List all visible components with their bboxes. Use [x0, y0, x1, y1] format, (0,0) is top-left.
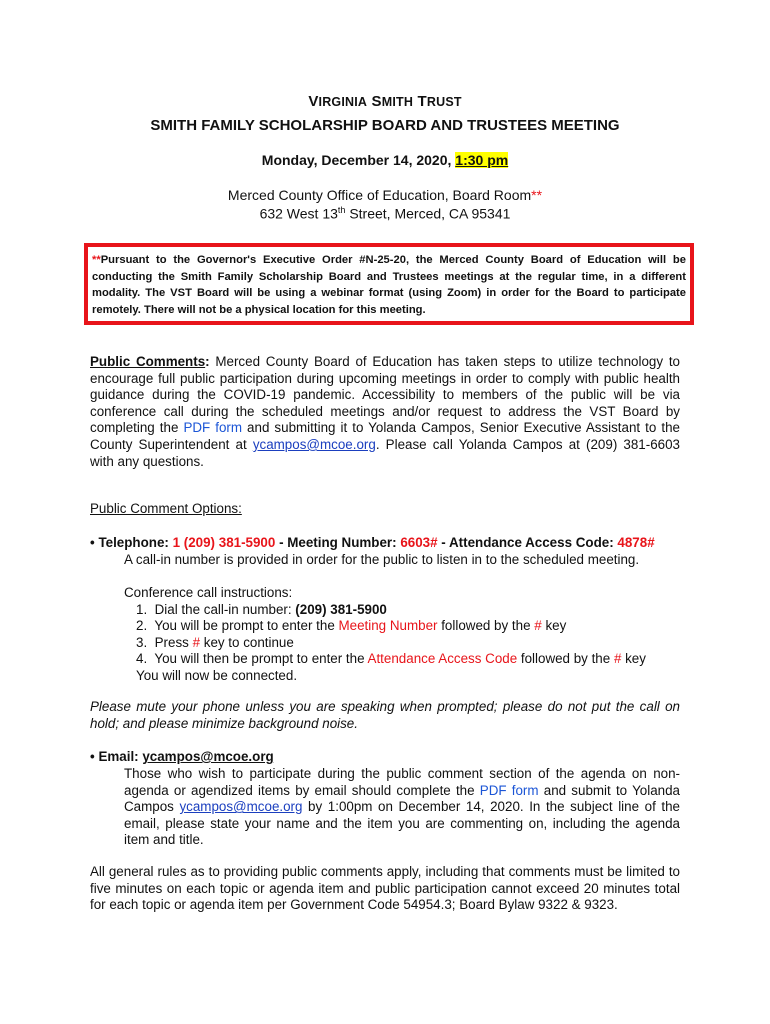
step-highlight: Meeting Number [338, 618, 438, 634]
comment-options-heading: Public Comment Options: [90, 501, 242, 516]
meeting-location [0, 187, 770, 203]
email-text: by 1:00pm on December 14, 2020. In the subject line of the email, please state your name and the item you are commenting on, including the agenda item and title. [124, 799, 680, 848]
pdf-form-link[interactable]: PDF form [479, 782, 539, 798]
paragraph-text: Merced County Board of Education has taken steps to utilize technology to encourage full public participation during upcoming meetings in order to comply with public health guidance during the COVID-19 pandemic. Accessibility to members of the public will be via conference call during the scheduled meetings and/or request to address the VST Board by completing the [90, 354, 680, 436]
step-text: key to continue [200, 634, 294, 650]
telephone-description: A call-in number is provided in order for the public to listen in to the scheduled meeting. [124, 552, 640, 567]
hash-key: # [192, 634, 201, 650]
step-number: 3. [136, 634, 148, 650]
title-letter: S [371, 93, 382, 110]
step-number: 4. [136, 651, 148, 667]
bullet: • [90, 535, 95, 550]
telephone-option [90, 535, 680, 552]
general-rules-paragraph: All general rules as to providing public comments apply, including that comments must be limited to five minutes on each topic or agenda item and public participation cannot exceed 20 minutes total for each topic or agenda item per Government Code 54954.3; Board Bylaw 9322 & 9323. [90, 864, 680, 913]
meeting-time: 1:30 pm [455, 152, 509, 168]
email-text: Those who wish to participate during the public comment section of the agenda on non-agenda or agendized items by email should complete the [124, 766, 680, 798]
instruction-step [124, 602, 680, 619]
instruction-step [124, 651, 680, 668]
notice-text: Pursuant to the Governor's Executive Order #N-25-20, the Merced County Board of Education will be conducting the Smith Family Scholarship Board and Trustees meetings at the regular time, in a different modality. The VST Board will be using a webinar format (using Zoom) in order for the Board to participate remotely. There will not be a physical location for this meeting. [92, 254, 686, 316]
instructions-title: Conference call instructions: [124, 585, 293, 600]
step-text: You will be prompt to enter the [154, 618, 339, 634]
step-text: key [541, 618, 567, 634]
title-letter: T [417, 93, 427, 110]
location-text: Merced County Office of Education, Board Room [227, 187, 532, 203]
paragraph-text: and submitting it to Yolanda Campos, Senior Executive Assistant to the County Superintendent at [90, 420, 680, 452]
location-asterisks: ** [531, 187, 543, 203]
call-in-number: (209) 381-5900 [295, 601, 387, 617]
date-text: Monday, December 14, 2020, [261, 152, 452, 168]
title-smallcaps: IRGINIA [318, 95, 368, 109]
meeting-number-label: - Meeting Number: [275, 535, 401, 550]
step-text: You will then be prompt to enter the [154, 651, 368, 667]
step-highlight: Attendance Access Code [367, 651, 518, 667]
meeting-number: 6603# [400, 535, 438, 550]
email-address[interactable]: ycampos@mcoe.org [142, 749, 274, 764]
title-smallcaps: RUST [426, 95, 462, 109]
meeting-title: SMITH FAMILY SCHOLARSHIP BOARD AND TRUSTEES MEETING [150, 117, 620, 134]
telephone-number: 1 (209) 381-5900 [172, 535, 276, 550]
email-instructions [124, 766, 680, 849]
access-code-label: - Attendance Access Code: [437, 535, 618, 550]
title-letter: V [308, 93, 319, 110]
hash-key: # [613, 651, 622, 667]
public-comments-paragraph [90, 354, 680, 470]
bullet: • [90, 749, 95, 764]
email-link[interactable]: ycampos@mcoe.org [252, 436, 376, 452]
pdf-form-link[interactable]: PDF form [183, 420, 243, 436]
step-text: followed by the [517, 651, 614, 667]
mute-note: Please mute your phone unless you are speaking when prompted; please do not put the call on hold; and please minimize background noise. [90, 699, 680, 731]
telephone-label: Telephone: [98, 535, 173, 550]
conference-instructions [124, 585, 680, 685]
step-text: Dial the call-in number: [154, 601, 296, 617]
notice-asterisks: ** [92, 254, 101, 266]
instruction-step [124, 618, 680, 635]
trust-title [0, 93, 770, 110]
address-text: 632 West 13 [259, 205, 338, 222]
access-code: 4878# [617, 535, 655, 550]
step-text: key [621, 651, 646, 667]
connected-note: You will now be connected. [136, 667, 298, 683]
email-option [90, 749, 274, 766]
email-text: and submit to Yolanda Campos [124, 782, 680, 815]
email-link[interactable]: ycampos@mcoe.org [179, 799, 303, 815]
heading-colon: : [205, 354, 210, 369]
step-text: Press [154, 634, 193, 650]
address-text-end: Street, Merced, CA 95341 [345, 205, 511, 222]
title-smallcaps: MITH [381, 95, 414, 109]
instruction-step [124, 635, 680, 652]
meeting-address [0, 205, 770, 222]
step-number: 1. [136, 601, 148, 617]
meeting-date [0, 152, 770, 168]
step-number: 2. [136, 618, 148, 634]
address-superscript: th [337, 205, 346, 215]
email-label: Email: [98, 749, 143, 764]
hash-key: # [534, 618, 542, 634]
public-comments-heading: Public Comments [90, 354, 206, 369]
remote-meeting-notice [84, 243, 694, 325]
step-text: followed by the [437, 618, 535, 634]
paragraph-text: . Please call Yolanda Campos at (209) 381-6603 with any questions. [90, 436, 680, 469]
